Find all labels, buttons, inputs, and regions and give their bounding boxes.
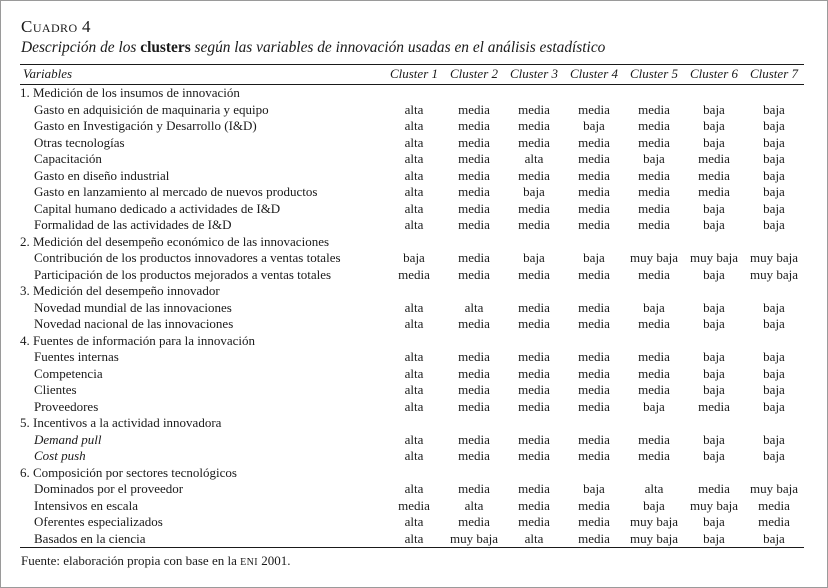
cell-cluster-4: baja bbox=[583, 481, 605, 496]
cell-cluster-1: alta bbox=[404, 200, 424, 216]
section-title: 6. Composición por sectores tecnológicos bbox=[20, 464, 237, 480]
cell-cluster-7: baja bbox=[763, 299, 785, 315]
cell-cluster-4: media bbox=[578, 382, 610, 397]
cell-cluster-5: alta bbox=[644, 481, 664, 496]
cell-cluster-2: media bbox=[458, 118, 490, 133]
cell-cluster-5: media bbox=[638, 134, 670, 150]
cell-cluster-1: alta bbox=[404, 365, 424, 381]
cell-cluster-1: alta bbox=[404, 398, 424, 414]
row-label: Oferentes especializados bbox=[34, 514, 163, 529]
section-row bbox=[20, 465, 804, 482]
source-note: Fuente: elaboración propia con base en la ENI 2001. bbox=[21, 553, 291, 568]
section-title: 3. Medición del desempeño innovador bbox=[20, 283, 220, 298]
table-row bbox=[20, 399, 804, 416]
row-label: Novedad nacional de las innovaciones bbox=[34, 316, 234, 331]
cell-cluster-2: muy baja bbox=[444, 531, 504, 548]
cell-cluster-5: media bbox=[638, 431, 670, 447]
cell-cluster-3: media bbox=[518, 200, 550, 216]
cell-cluster-3: media bbox=[518, 118, 550, 133]
cell-cluster-4: media bbox=[578, 217, 610, 232]
cell-cluster-7: baja bbox=[763, 448, 785, 463]
cell-cluster-5: media bbox=[638, 217, 670, 232]
cell-cluster-2: media bbox=[458, 448, 490, 463]
row-label: Demand pull bbox=[34, 431, 102, 447]
section-title: 5. Incentivos a la actividad innovadora bbox=[20, 415, 222, 430]
cell-cluster-3: media bbox=[518, 398, 550, 414]
table-row bbox=[20, 300, 804, 317]
cell-cluster-6: baja bbox=[703, 266, 725, 282]
cell-cluster-2: alta bbox=[464, 497, 484, 513]
cell-cluster-2: media bbox=[458, 349, 490, 364]
row-label: Otras tecnologías bbox=[34, 134, 125, 150]
cell-cluster-4: media bbox=[578, 167, 610, 183]
row-label: Capacitación bbox=[34, 151, 102, 166]
cell-cluster-7: baja bbox=[763, 101, 785, 117]
cell-cluster-2: media bbox=[458, 200, 490, 216]
cell-cluster-2: media bbox=[458, 316, 490, 331]
cell-cluster-2: media bbox=[458, 431, 490, 447]
cell-cluster-7: baja bbox=[744, 531, 804, 548]
cell-cluster-6: baja bbox=[703, 217, 725, 232]
cell-cluster-4: media bbox=[564, 531, 624, 548]
cell-cluster-7: muy baja bbox=[749, 250, 798, 265]
row-label: Participación de los productos mejorados a ventas totales bbox=[34, 266, 332, 282]
cell-cluster-2: media bbox=[458, 365, 490, 381]
cell-cluster-6: baja bbox=[703, 349, 725, 364]
cell-cluster-6: muy baja bbox=[689, 250, 738, 265]
cell-cluster-2: media bbox=[458, 184, 490, 199]
cell-cluster-3: media bbox=[518, 299, 550, 315]
cell-cluster-5: media bbox=[638, 349, 670, 364]
cell-cluster-1: alta bbox=[404, 151, 424, 166]
table-row bbox=[20, 201, 804, 218]
cell-cluster-2: media bbox=[458, 151, 490, 166]
cell-cluster-1: alta bbox=[404, 382, 424, 397]
section-row bbox=[20, 333, 804, 350]
cell-cluster-1: alta bbox=[384, 531, 444, 548]
cell-cluster-7: muy baja bbox=[749, 266, 798, 282]
cell-cluster-1: alta bbox=[404, 134, 424, 150]
cell-cluster-6: baja bbox=[703, 448, 725, 463]
cell-cluster-1: alta bbox=[404, 299, 424, 315]
cell-cluster-1: media bbox=[398, 266, 430, 282]
table-row bbox=[20, 184, 804, 201]
cell-cluster-3: media bbox=[518, 481, 550, 496]
table-body bbox=[20, 85, 804, 548]
row-label: Gasto en adquisición de maquinaria y equipo bbox=[34, 101, 269, 117]
column-header-cluster-3: Cluster 3 bbox=[504, 65, 564, 85]
cell-cluster-7: baja bbox=[763, 200, 785, 216]
cell-cluster-7: media bbox=[758, 497, 790, 513]
cell-cluster-3: media bbox=[518, 101, 550, 117]
cell-cluster-2: media bbox=[458, 481, 490, 496]
cell-cluster-4: baja bbox=[583, 118, 605, 133]
row-label: Formalidad de las actividades de I&D bbox=[34, 217, 232, 232]
cell-cluster-4: baja bbox=[583, 250, 605, 265]
cell-cluster-7: muy baja bbox=[749, 481, 798, 496]
row-label: Contribución de los productos innovadores a ventas totales bbox=[34, 250, 341, 265]
table-row bbox=[20, 151, 804, 168]
cell-cluster-5: media bbox=[638, 101, 670, 117]
table-heading bbox=[21, 17, 811, 58]
cell-cluster-2: alta bbox=[464, 299, 484, 315]
cell-cluster-6: baja bbox=[703, 365, 725, 381]
cell-cluster-5: media bbox=[638, 316, 670, 331]
cell-cluster-1: alta bbox=[404, 431, 424, 447]
cell-cluster-4: media bbox=[578, 316, 610, 331]
column-header-variables: Variables bbox=[20, 65, 384, 85]
cell-cluster-5: media bbox=[638, 118, 670, 133]
column-header-cluster-4: Cluster 4 bbox=[564, 65, 624, 85]
section-row bbox=[20, 234, 804, 251]
table-row bbox=[20, 217, 804, 234]
cell-cluster-7: baja bbox=[763, 431, 785, 447]
column-header-cluster-1: Cluster 1 bbox=[384, 65, 444, 85]
section-title: 2. Medición del desempeño económico de las innovaciones bbox=[20, 233, 330, 249]
cell-cluster-2: media bbox=[458, 101, 490, 117]
cell-cluster-2: media bbox=[458, 167, 490, 183]
row-label: Dominados por el proveedor bbox=[34, 481, 184, 496]
cell-cluster-5: baja bbox=[643, 497, 665, 513]
cell-cluster-6: media bbox=[698, 151, 730, 166]
cell-cluster-5: media bbox=[638, 200, 670, 216]
cell-cluster-5: media bbox=[638, 448, 670, 463]
row-label: Gasto en Investigación y Desarrollo (I&D) bbox=[34, 118, 257, 133]
table-row bbox=[20, 432, 804, 449]
cell-cluster-3: baja bbox=[523, 250, 545, 265]
cell-cluster-3: media bbox=[518, 431, 550, 447]
cell-cluster-5: baja bbox=[643, 398, 665, 414]
section-row bbox=[20, 85, 804, 102]
column-header-cluster-5: Cluster 5 bbox=[624, 65, 684, 85]
cell-cluster-4: media bbox=[578, 299, 610, 315]
cell-cluster-6: muy baja bbox=[689, 497, 738, 513]
cell-cluster-6: media bbox=[698, 167, 730, 183]
cell-cluster-1: alta bbox=[404, 118, 424, 133]
cell-cluster-5: baja bbox=[643, 299, 665, 315]
cell-cluster-7: media bbox=[758, 514, 790, 529]
cell-cluster-5: media bbox=[638, 184, 670, 199]
cell-cluster-3: media bbox=[518, 448, 550, 463]
table-row bbox=[20, 102, 804, 119]
table-caption: Descripción de los clusters según las variables de innovación usadas en el análisis estadístico bbox=[21, 39, 606, 56]
cell-cluster-5: muy baja bbox=[624, 531, 684, 548]
cell-cluster-7: baja bbox=[763, 134, 785, 150]
table-row bbox=[20, 316, 804, 333]
cell-cluster-6: baja bbox=[703, 514, 725, 529]
cell-cluster-7: baja bbox=[763, 398, 785, 414]
cell-cluster-1: alta bbox=[404, 349, 424, 364]
cell-cluster-3: media bbox=[518, 514, 550, 529]
row-label: Gasto en lanzamiento al mercado de nuevos productos bbox=[34, 184, 318, 199]
cell-cluster-1: media bbox=[398, 497, 430, 513]
cell-cluster-7: baja bbox=[763, 118, 785, 133]
cell-cluster-4: media bbox=[578, 365, 610, 381]
table-row bbox=[20, 118, 804, 135]
cell-cluster-3: media bbox=[518, 167, 550, 183]
cell-cluster-7: baja bbox=[763, 382, 785, 397]
cell-cluster-1: alta bbox=[404, 184, 424, 199]
table-row bbox=[20, 514, 804, 531]
cell-cluster-5: media bbox=[638, 266, 670, 282]
table-row bbox=[20, 481, 804, 498]
cell-cluster-4: media bbox=[578, 151, 610, 166]
cell-cluster-6: baja bbox=[703, 118, 725, 133]
cell-cluster-3: alta bbox=[504, 531, 564, 548]
cell-cluster-1: alta bbox=[404, 167, 424, 183]
cell-cluster-4: media bbox=[578, 101, 610, 117]
cell-cluster-6: baja bbox=[684, 531, 744, 548]
cell-cluster-7: baja bbox=[763, 167, 785, 183]
table-row bbox=[20, 267, 804, 284]
cell-cluster-7: baja bbox=[763, 151, 785, 166]
cell-cluster-4: media bbox=[578, 266, 610, 282]
cell-cluster-4: media bbox=[578, 398, 610, 414]
cell-cluster-3: media bbox=[518, 349, 550, 364]
cell-cluster-3: media bbox=[518, 316, 550, 331]
table-row bbox=[20, 382, 804, 399]
cell-cluster-4: media bbox=[578, 184, 610, 199]
section-title: 1. Medición de los insumos de innovación bbox=[20, 85, 240, 100]
cell-cluster-7: baja bbox=[763, 365, 785, 381]
cell-cluster-5: media bbox=[638, 365, 670, 381]
column-header-cluster-2: Cluster 2 bbox=[444, 65, 504, 85]
cell-cluster-6: baja bbox=[703, 134, 725, 150]
table-row bbox=[20, 250, 804, 267]
cell-cluster-3: alta bbox=[524, 151, 544, 166]
cell-cluster-5: media bbox=[638, 167, 670, 183]
cell-cluster-4: media bbox=[578, 514, 610, 529]
cell-cluster-2: media bbox=[458, 134, 490, 150]
cell-cluster-1: alta bbox=[404, 481, 424, 496]
cell-cluster-5: muy baja bbox=[629, 514, 678, 529]
table-row bbox=[20, 135, 804, 152]
cell-cluster-2: media bbox=[458, 266, 490, 282]
table-row bbox=[20, 448, 804, 465]
cell-cluster-3: media bbox=[518, 134, 550, 150]
cell-cluster-1: alta bbox=[404, 217, 424, 232]
cell-cluster-3: baja bbox=[523, 184, 545, 199]
cell-cluster-2: media bbox=[458, 250, 490, 265]
section-row bbox=[20, 283, 804, 300]
cell-cluster-3: media bbox=[518, 217, 550, 232]
row-label: Capital humano dedicado a actividades de I&D bbox=[34, 200, 281, 216]
header-row bbox=[20, 65, 804, 85]
cell-cluster-4: media bbox=[578, 349, 610, 364]
cell-cluster-1: alta bbox=[404, 514, 424, 529]
cell-cluster-4: media bbox=[578, 497, 610, 513]
cell-cluster-6: baja bbox=[703, 299, 725, 315]
clusters-table bbox=[20, 64, 804, 548]
cell-cluster-4: media bbox=[578, 134, 610, 150]
cell-cluster-1: alta bbox=[404, 101, 424, 117]
column-header-cluster-7: Cluster 7 bbox=[744, 65, 804, 85]
cell-cluster-7: baja bbox=[763, 349, 785, 364]
table-row bbox=[20, 366, 804, 383]
cell-cluster-6: baja bbox=[703, 101, 725, 117]
section-title: 4. Fuentes de información para la innovación bbox=[20, 332, 256, 348]
row-label: Basados en la ciencia bbox=[20, 531, 384, 548]
cell-cluster-3: media bbox=[518, 266, 550, 282]
cell-cluster-3: media bbox=[518, 382, 550, 397]
table-row bbox=[20, 531, 804, 548]
cell-cluster-6: baja bbox=[703, 200, 725, 216]
column-header-cluster-6: Cluster 6 bbox=[684, 65, 744, 85]
cell-cluster-6: media bbox=[698, 481, 730, 496]
cell-cluster-2: media bbox=[458, 217, 490, 232]
cell-cluster-1: baja bbox=[403, 250, 425, 265]
row-label: Novedad mundial de las innovaciones bbox=[34, 299, 232, 315]
cell-cluster-2: media bbox=[458, 398, 490, 414]
table-row bbox=[20, 498, 804, 515]
cell-cluster-6: media bbox=[698, 398, 730, 414]
table-row bbox=[20, 168, 804, 185]
row-label: Fuentes internas bbox=[34, 349, 119, 364]
cell-cluster-4: media bbox=[578, 200, 610, 216]
cell-cluster-6: baja bbox=[703, 382, 725, 397]
cell-cluster-4: media bbox=[578, 448, 610, 463]
row-label: Proveedores bbox=[34, 398, 99, 414]
cuadro-label: CUADRO 4 bbox=[21, 17, 92, 36]
cell-cluster-5: baja bbox=[643, 151, 665, 166]
cell-cluster-1: alta bbox=[404, 316, 424, 331]
cell-cluster-7: baja bbox=[763, 184, 785, 199]
cell-cluster-2: media bbox=[458, 382, 490, 397]
cell-cluster-4: media bbox=[578, 431, 610, 447]
cell-cluster-3: media bbox=[518, 365, 550, 381]
row-label: Gasto en diseño industrial bbox=[34, 167, 170, 183]
row-label: Intensivos en escala bbox=[34, 497, 138, 513]
table-row bbox=[20, 349, 804, 366]
section-row bbox=[20, 415, 804, 432]
cell-cluster-2: media bbox=[458, 514, 490, 529]
cell-cluster-6: baja bbox=[703, 316, 725, 331]
cell-cluster-1: alta bbox=[404, 448, 424, 463]
row-label: Competencia bbox=[34, 365, 103, 381]
cell-cluster-5: muy baja bbox=[629, 250, 678, 265]
cell-cluster-7: baja bbox=[763, 217, 785, 232]
row-label: Cost push bbox=[34, 448, 86, 463]
cell-cluster-7: baja bbox=[763, 316, 785, 331]
cell-cluster-6: baja bbox=[703, 431, 725, 447]
row-label: Clientes bbox=[34, 382, 77, 397]
cell-cluster-6: media bbox=[698, 184, 730, 199]
cell-cluster-5: media bbox=[638, 382, 670, 397]
cell-cluster-3: media bbox=[518, 497, 550, 513]
